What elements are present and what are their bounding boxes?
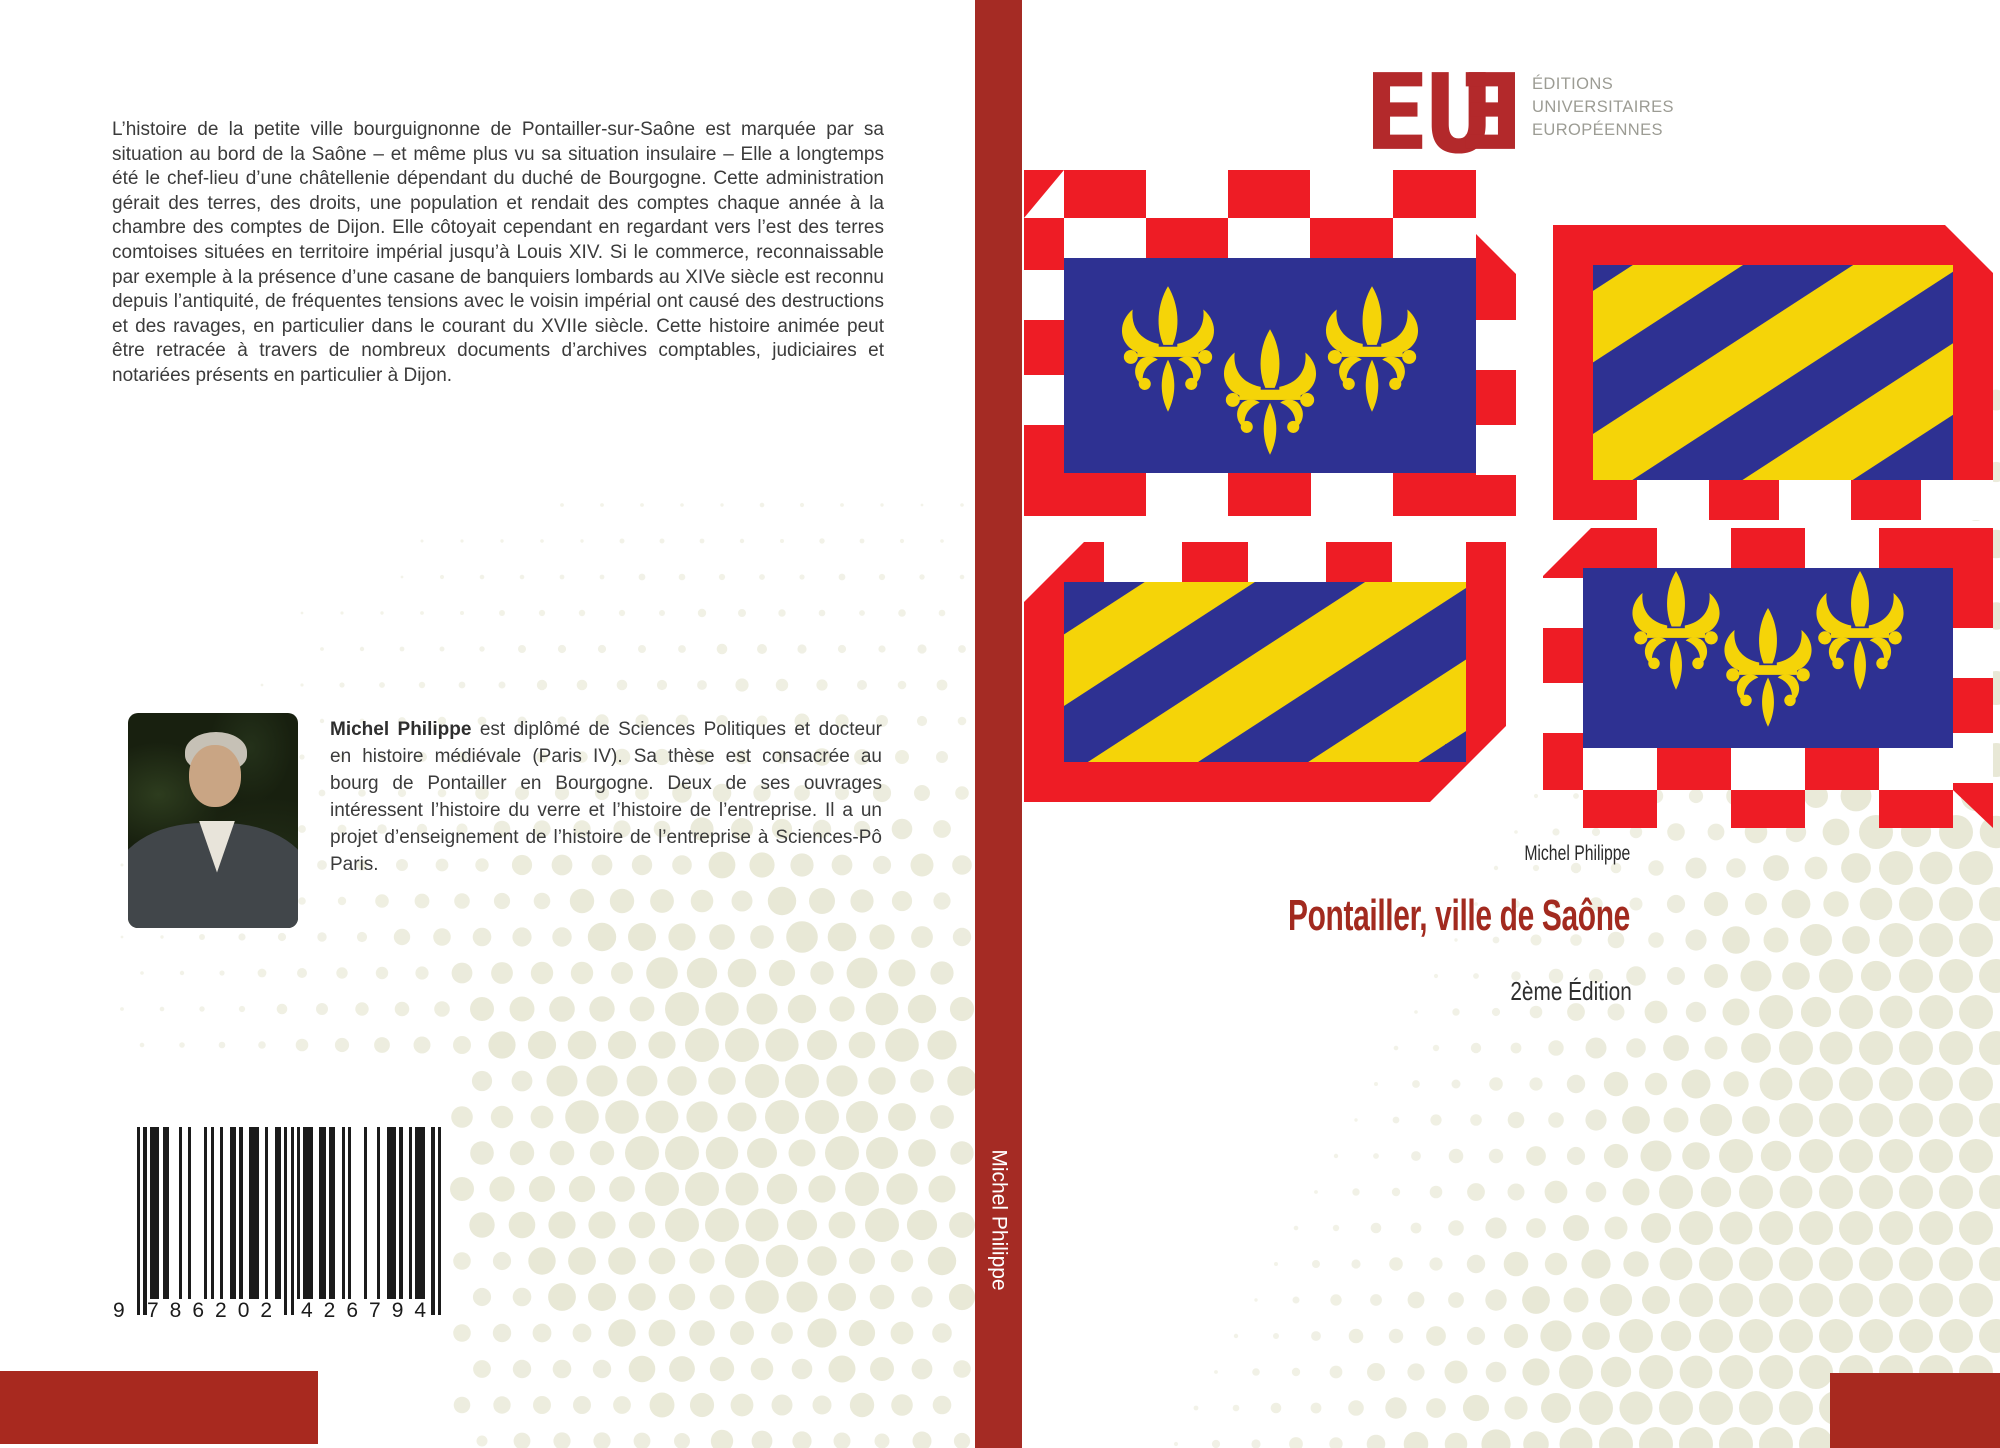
author-bio-text: est diplômé de Sciences Politiques et docteur en histoire médiévale (Paris IV). Sa thèse est consacrée au bourg de Pontailler en Bourgogne. Deux de ses ouvrages intéressent l’histoire du verre et l’histoire de l’entreprise. Il a un projet d’enseignement de l’histoire de l’entreprise à Sciences-Pô Paris.: [330, 719, 882, 875]
publisher-wordmark-line1: ÉDITIONS: [1532, 75, 1614, 93]
burgundy-arms-graphic: [1008, 170, 1998, 830]
barcode: [113, 1127, 441, 1337]
eue-publisher-logo-icon: [1373, 72, 1515, 166]
spine-author-text: Michel Philippe: [987, 1149, 1011, 1291]
author-bio-name: Michel Philippe: [330, 719, 472, 740]
barcode-digit-leading: 9: [113, 1299, 125, 1322]
author-photo: [128, 713, 298, 928]
arms-quarter-top-right: [1553, 225, 1993, 520]
arms-quarter-bottom-right: [1543, 528, 1993, 828]
publisher-wordmark-line2: UNIVERSITAIRES: [1532, 98, 1674, 116]
front-bottom-red-square: [1830, 1373, 2000, 1448]
publisher-wordmark-line3: EUROPÉENNES: [1532, 121, 1663, 139]
arms-quarter-bottom-left: [1024, 542, 1506, 802]
barcode-digit-group1: 786202: [147, 1299, 284, 1322]
spine-author: [975, 1080, 1022, 1360]
back-cover-blurb: L’histoire de la petite ville bourguignonne de Pontailler-sur-Saône est marquée par sa situation au bord de la Saône – et même plus vu sa situation insulaire – Elle a longtemps été le chef-lieu d’une châtellenie dépendant du duché de Bourgogne. Cette administration gérait des terres, des droits, une population et rendait des comptes chaque année à la chambre des comptes de Dijon. Elle côtoyait cependant en regardant vers l’est des terres comtoises situées en territoire impérial jusqu’à Louis XIV. Si le commerce, reconnaissable par exemple à la présence d’une casane de banquiers lombards au XIVe siècle est reconnu depuis l’antiquité, de fréquentes tensions avec le voisin impérial ont causé des destructions et des ravages, en particulier dans le courant du XVIIe siècle. Cette histoire animée peut être retracée à travers de nombreux documents d’archives comptables, judiciaires et notariées présents en particulier à Dijon.: [112, 119, 884, 386]
publisher-wordmark: [1532, 73, 1674, 142]
arms-quarter-top-left: [1024, 170, 1516, 516]
author-photo-face: [189, 745, 241, 807]
front-author: Michel Philippe: [1524, 842, 1630, 865]
book-title: Pontailler, ville de Saône: [1287, 891, 1630, 940]
edition-label: 2ème Édition: [1510, 976, 1632, 1006]
back-bottom-red-bar: [0, 1371, 318, 1444]
barcode-digit-group2: 426794: [301, 1299, 438, 1322]
author-bio: [330, 716, 882, 878]
